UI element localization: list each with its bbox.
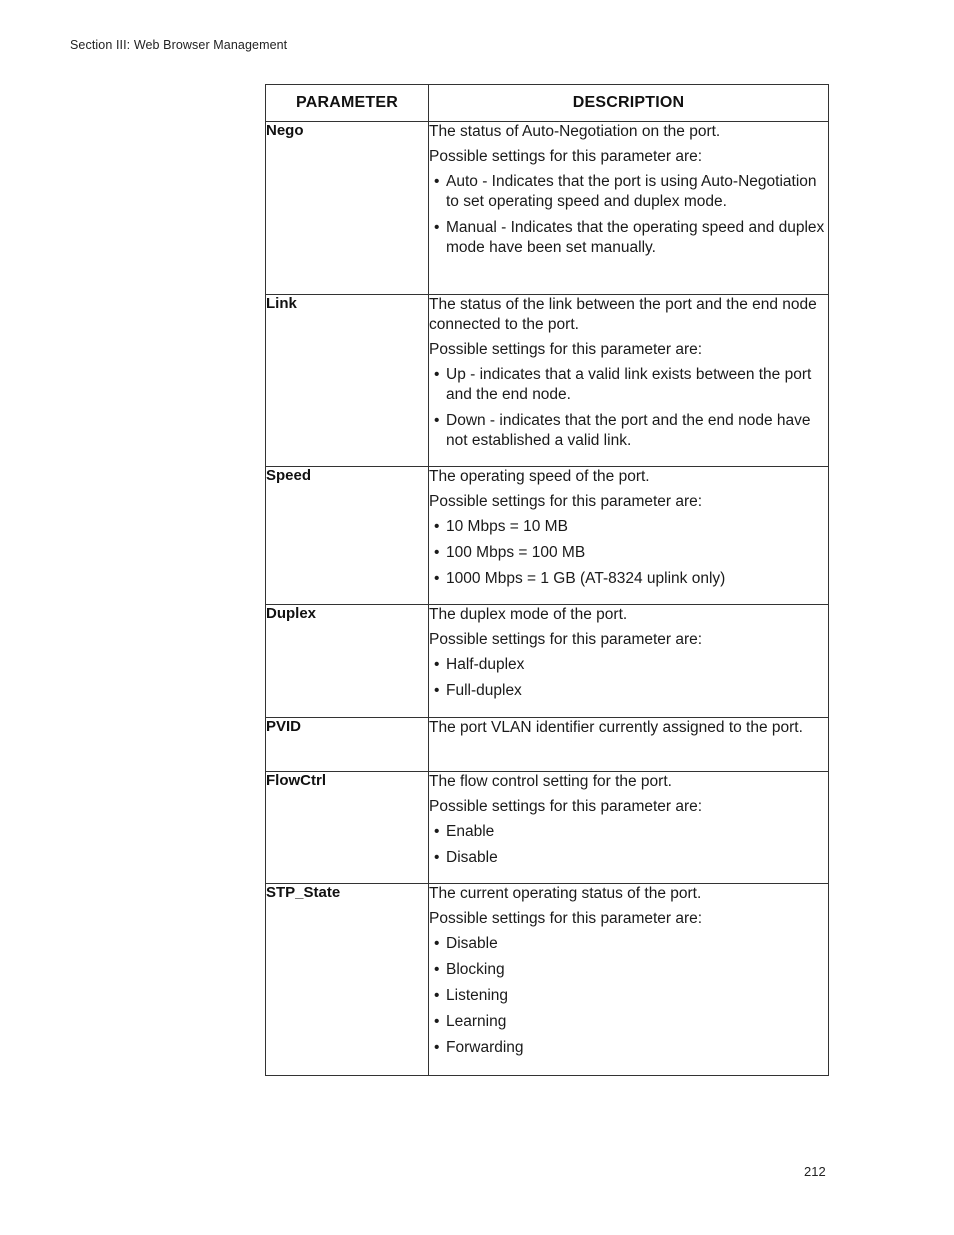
- table-row: [266, 718, 829, 772]
- list-item: [429, 517, 828, 537]
- list-item-text: Manual - Indicates that the operating speed and duplex mode have been set manually.: [446, 219, 825, 256]
- description-line: The status of the link between the port and the end node connected to the port.: [429, 296, 817, 333]
- bullet-icon: •: [434, 412, 440, 429]
- settings-list: [429, 517, 828, 589]
- list-item-text: Half-duplex: [446, 656, 525, 673]
- list-item: [429, 934, 828, 954]
- parameter-name: FlowCtrl: [266, 772, 429, 884]
- list-item-text: Auto - Indicates that the port is using Auto-Negotiation to set operating speed and duplex mode.: [446, 173, 817, 210]
- parameter-description: [429, 467, 829, 605]
- list-item-text: Forwarding: [446, 1039, 524, 1056]
- parameter-name: Link: [266, 295, 429, 467]
- list-item: [429, 365, 828, 405]
- bullet-icon: •: [434, 656, 440, 673]
- table-row: [266, 467, 829, 605]
- list-item: [429, 411, 828, 451]
- list-item-text: Learning: [446, 1013, 507, 1030]
- list-item: [429, 986, 828, 1006]
- list-item-text: Disable: [446, 935, 498, 952]
- table-row: [266, 605, 829, 718]
- description-line: The port VLAN identifier currently assigned to the port.: [429, 719, 803, 736]
- description-line: The flow control setting for the port.: [429, 773, 672, 790]
- list-item: [429, 172, 828, 212]
- parameter-name: PVID: [266, 718, 429, 772]
- table-row: [266, 295, 829, 467]
- parameter-name: Nego: [266, 122, 429, 295]
- bullet-icon: •: [434, 961, 440, 978]
- list-item-text: Full-duplex: [446, 682, 522, 699]
- parameter-name: Speed: [266, 467, 429, 605]
- list-item-text: 100 Mbps = 100 MB: [446, 544, 586, 561]
- parameter-name: STP_State: [266, 884, 429, 1076]
- bullet-icon: •: [434, 823, 440, 840]
- description-line: The status of Auto-Negotiation on the port.: [429, 123, 721, 140]
- table-row: [266, 772, 829, 884]
- description-line: The current operating status of the port.: [429, 885, 702, 902]
- page-number: 212: [804, 1164, 826, 1179]
- bullet-icon: •: [434, 987, 440, 1004]
- parameter-description: [429, 122, 829, 295]
- list-item-text: 1000 Mbps = 1 GB (AT-8324 uplink only): [446, 570, 726, 587]
- list-item-text: 10 Mbps = 10 MB: [446, 518, 568, 535]
- list-item: [429, 681, 828, 701]
- settings-list: [429, 172, 828, 258]
- list-item-text: Listening: [446, 987, 509, 1004]
- list-item-text: Enable: [446, 823, 495, 840]
- table-row: [266, 884, 829, 1076]
- bullet-icon: •: [434, 570, 440, 587]
- parameter-description: [429, 605, 829, 718]
- list-item: [429, 960, 828, 980]
- description-line: The operating speed of the port.: [429, 468, 650, 485]
- parameter-description: [429, 772, 829, 884]
- description-line: Possible settings for this parameter are:: [429, 341, 703, 358]
- list-item: [429, 569, 828, 589]
- list-item-text: Blocking: [446, 961, 505, 978]
- bullet-icon: •: [434, 518, 440, 535]
- settings-list: [429, 365, 828, 451]
- running-header: Section III: Web Browser Management: [70, 38, 288, 52]
- description-line: Possible settings for this parameter are:: [429, 910, 703, 927]
- list-item: [429, 848, 828, 868]
- description-line: Possible settings for this parameter are:: [429, 148, 703, 165]
- description-line: Possible settings for this parameter are:: [429, 631, 703, 648]
- list-item: [429, 543, 828, 563]
- bullet-icon: •: [434, 173, 440, 190]
- parameter-table: [265, 84, 829, 1076]
- list-item-text: Down - indicates that the port and the end node have not established a valid link.: [446, 412, 811, 449]
- table-header-row: [266, 85, 829, 122]
- bullet-icon: •: [434, 682, 440, 699]
- column-header-description: DESCRIPTION: [429, 85, 829, 122]
- column-header-parameter: PARAMETER: [266, 85, 429, 122]
- bullet-icon: •: [434, 219, 440, 236]
- list-item: [429, 1012, 828, 1032]
- bullet-icon: •: [434, 1039, 440, 1056]
- parameter-description: [429, 295, 829, 467]
- bullet-icon: •: [434, 1013, 440, 1030]
- list-item-text: Disable: [446, 849, 498, 866]
- settings-list: [429, 655, 828, 701]
- parameter-description: [429, 884, 829, 1076]
- settings-list: [429, 934, 828, 1058]
- list-item: [429, 822, 828, 842]
- bullet-icon: •: [434, 366, 440, 383]
- list-item: [429, 1038, 828, 1058]
- list-item: [429, 218, 828, 258]
- settings-list: [429, 822, 828, 868]
- parameter-name: Duplex: [266, 605, 429, 718]
- bullet-icon: •: [434, 849, 440, 866]
- bullet-icon: •: [434, 544, 440, 561]
- description-line: Possible settings for this parameter are:: [429, 798, 703, 815]
- parameter-description: [429, 718, 829, 772]
- table-row: [266, 122, 829, 295]
- list-item-text: Up - indicates that a valid link exists between the port and the end node.: [446, 366, 812, 403]
- description-line: Possible settings for this parameter are:: [429, 493, 703, 510]
- bullet-icon: •: [434, 935, 440, 952]
- description-line: The duplex mode of the port.: [429, 606, 628, 623]
- list-item: [429, 655, 828, 675]
